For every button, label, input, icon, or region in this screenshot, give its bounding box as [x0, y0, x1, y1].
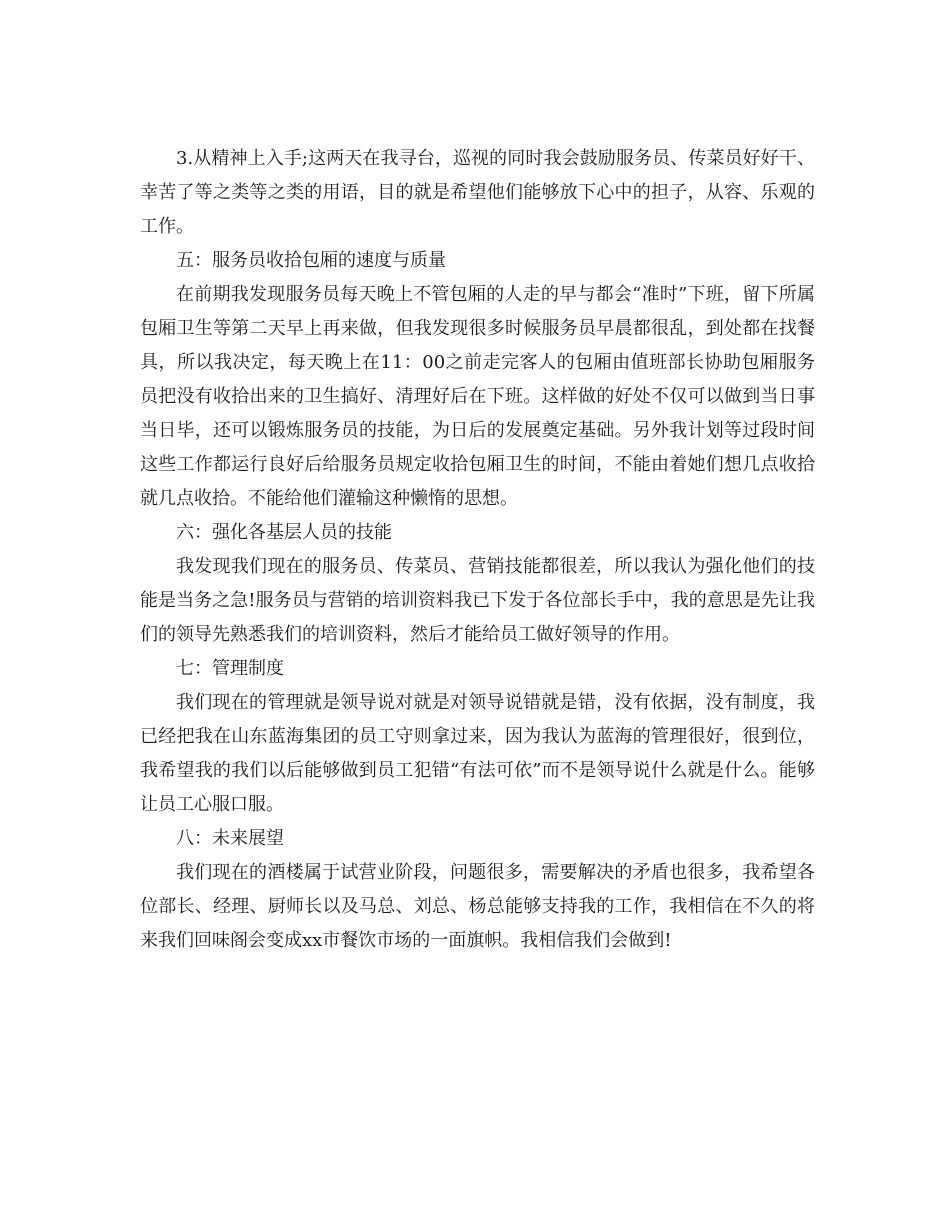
heading-section-five: 五：服务员收拾包厢的速度与质量 [176, 250, 446, 271]
document-body [140, 142, 815, 958]
paragraph-section-six: 我发现我们现在的服务员、传菜员、营销技能都很差，所以我认为强化他们的技能是当务之急!服务员与营销的培训资料我已下发于各位部长手中，我的意思是先让我们的领导先熟悉我们的培训资料，然后才能给员工做好领导的作用。 [140, 556, 815, 645]
heading-section-eight: 八：未来展望 [176, 828, 284, 849]
paragraph-section-seven: 我们现在的管理就是领导说对就是对领导说错就是错，没有依据，没有制度，我已经把我在山东蓝海集团的员工守则拿过来，因为我认为蓝海的管理很好，很到位，我希望我的我们以后能够做到员工犯错“有法可依”而不是领导说什么就是什么。能够让员工心服口服。 [140, 692, 815, 815]
paragraph-spirit: 3.从精神上入手;这两天在我寻台，巡视的同时我会鼓励服务员、传菜员好好干、幸苦了等之类等之类的用语，目的就是希望他们能够放下心中的担子，从容、乐观的工作。 [140, 148, 815, 237]
heading-section-seven: 七：管理制度 [176, 658, 284, 679]
paragraph-section-eight: 我们现在的酒楼属于试营业阶段，问题很多，需要解决的矛盾也很多，我希望各位部长、经理、厨师长以及马总、刘总、杨总能够支持我的工作，我相信在不久的将来我们回味阁会变成xx市餐饮市场的一面旗帜。我相信我们会做到! [140, 862, 815, 951]
paragraph-section-five: 在前期我发现服务员每天晚上不管包厢的人走的早与都会“准时”下班，留下所属包厢卫生等第二天早上再来做，但我发现很多时候服务员早晨都很乱，到处都在找餐具，所以我决定，每天晚上在11：00之前走完客人的包厢由值班部长协助包厢服务员把没有收拾出来的卫生搞好、清理好后在下班。这样做的好处不仅可以做到当日事当日毕，还可以锻炼服务员的技能，为日后的发展奠定基础。另外我计划等过段时间这些工作都运行良好后给服务员规定收拾包厢卫生的时间，不能由着她们想几点收拾就几点收拾。不能给他们灌输这种懒惰的思想。 [140, 284, 815, 509]
heading-section-six: 六：强化各基层人员的技能 [176, 522, 392, 543]
